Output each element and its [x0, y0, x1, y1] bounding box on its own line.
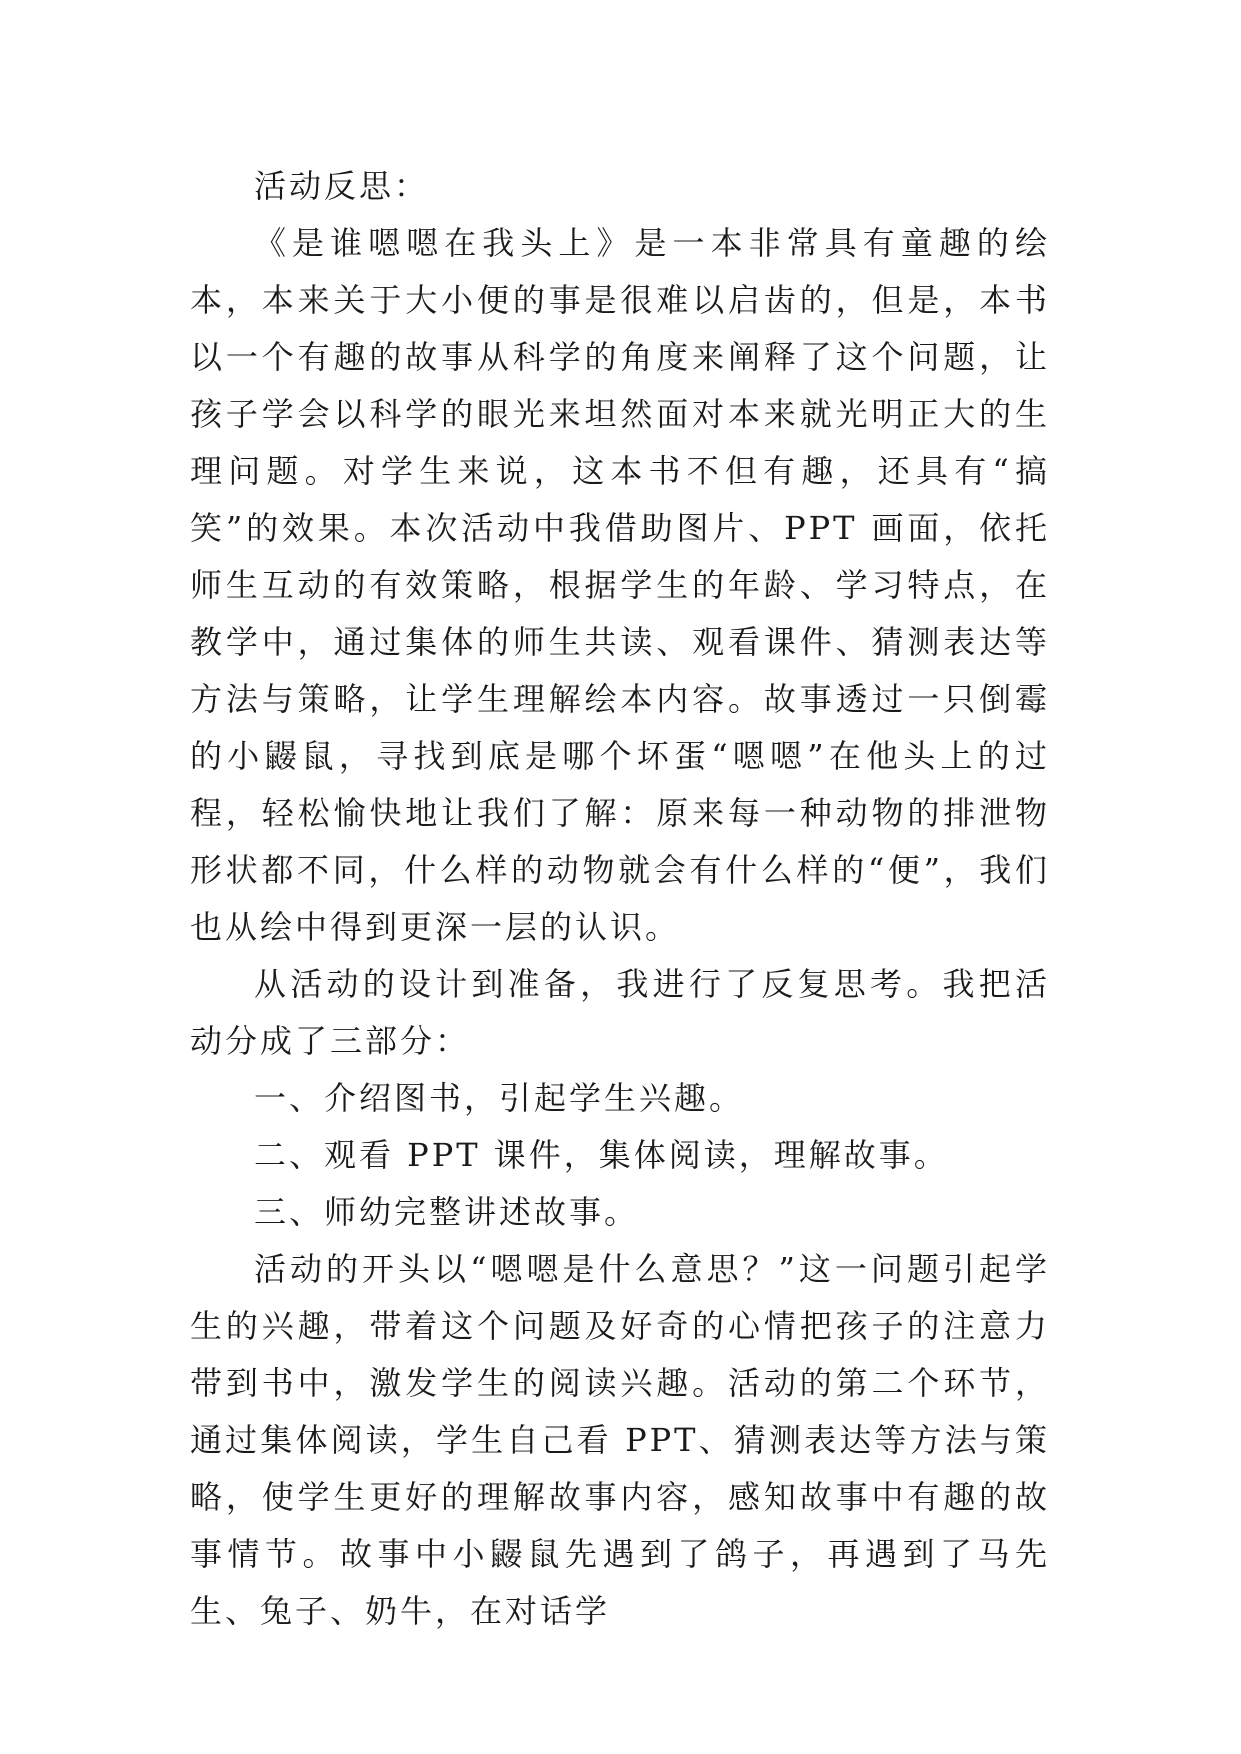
paragraph-activity-design: 从活动的设计到准备，我进行了反复思考。我把活动分成了三部分： [190, 965, 1050, 1060]
paragraph-book-intro: 《是谁嗯嗯在我头上》是一本非常具有童趣的绘本，本来关于大小便的事是很难以启齿的，但是，本书以一个有趣的故事从科学的角度来阐释了这个问题，让孩子学会以科学的眼光来坦然面对本来就光明正大的生理问题。对学生来说，这本书不但有趣，还具有“搞笑”的效果。本次活动中我借助图片、PPT 画面，依托师生互动的有效策略，根据学生的年龄、学习特点，在教学中，通过集体的师生共读、观看课件、猜测表达等方法与策略，让学生理解绘本内容。故事透过一只倒霉的小鼹鼠，寻找到底是哪个坏蛋“嗯嗯”在他头上的过程，轻松愉快地让我们了解：原来每一种动物的排泄物形状都不同，什么样的动物就会有什么样的“便”，我们也从绘中得到更深一层的认识。 [190, 224, 1050, 946]
list-item-part-3: 三、师幼完整讲述故事。 [254, 1193, 640, 1231]
list-item-part-1: 一、介绍图书，引起学生兴趣。 [254, 1079, 745, 1117]
document-body [190, 158, 1050, 1640]
paragraph-activity-process: 活动的开头以“嗯嗯是什么意思？”这一问题引起学生的兴趣，带着这个问题及好奇的心情把孩子的注意力带到书中，激发学生的阅读兴趣。活动的第二个环节，通过集体阅读，学生自己看 PPT、猜测表达等方法与策略，使学生更好的理解故事内容，感知故事中有趣的故事情节。故事中小鼹鼠先遇到了鸽子，再遇到了马先生、兔子、奶牛，在对话学 [190, 1250, 1050, 1630]
section-heading: 活动反思： [254, 167, 430, 205]
list-item-part-2: 二、观看 PPT 课件，集体阅读，理解故事。 [254, 1136, 949, 1174]
